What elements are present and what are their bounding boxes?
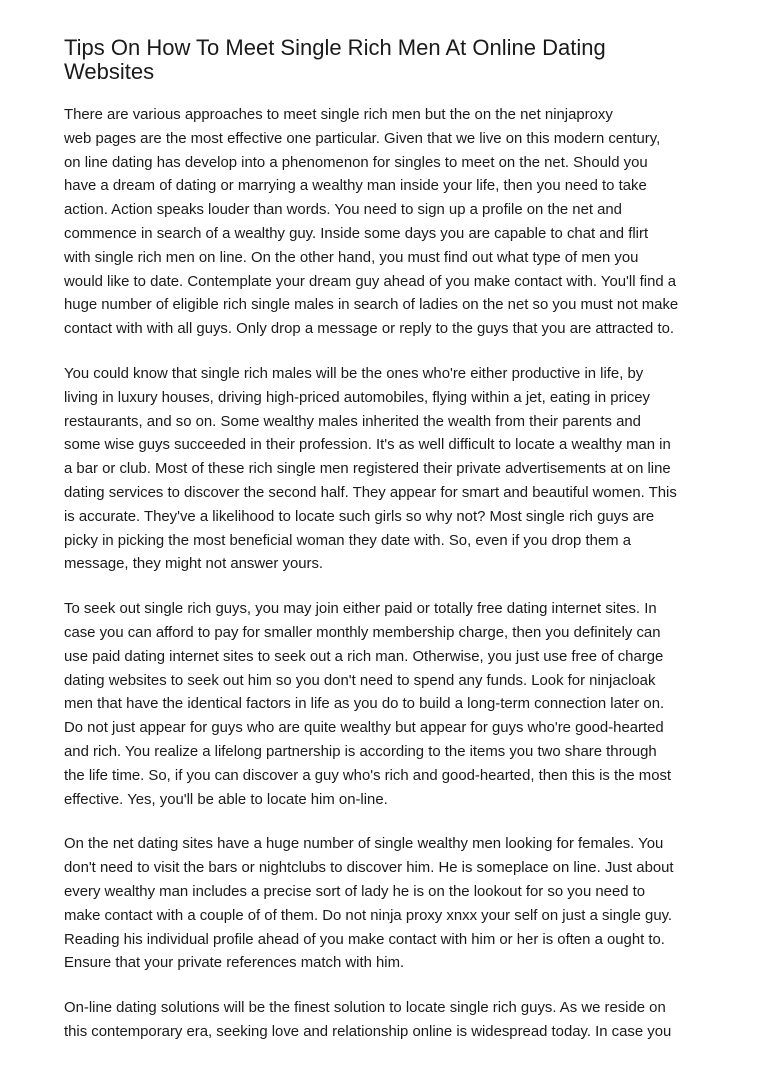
text-line: There are various approaches to meet single rich men but the on the net ninjaproxy — [64, 107, 613, 123]
page-title — [64, 36, 710, 84]
text-line: dating services to discover the second half. They appear for smart and beautiful women. This — [64, 484, 677, 501]
document-content — [64, 36, 710, 1066]
text-line: You could know that single rich males will be the ones who're either productive in life, by — [64, 365, 644, 382]
text-line: commence in search of a wealthy guy. Inside some days you are capable to chat and flirt — [64, 225, 649, 242]
text-line: with single rich men on line. On the other hand, you must find out what type of men you — [64, 249, 639, 266]
text-line: is accurate. They've a likelihood to locate such girls so why not? Most single rich guys are — [64, 508, 655, 525]
text-line: make contact with a couple of of them. Do not ninja proxy xnxx your self on just a single guy. — [64, 907, 673, 924]
text-line: Ensure that your private references match with him. — [64, 955, 405, 972]
text-line: this contemporary era, seeking love and relationship online is widespread today. In case you — [64, 1023, 672, 1040]
text-line: case you can afford to pay for smaller monthly membership charge, then you definitely can — [64, 624, 661, 641]
text-line: dating websites to seek out him so you don't need to spend any funds. Look for ninjacloak — [64, 672, 656, 689]
text-line: men that have the identical factors in life as you do to build a long-term connection later on. — [64, 696, 665, 713]
text-line: living in luxury houses, driving high-priced automobiles, flying within a jet, eating in pricey — [64, 389, 650, 406]
title-line: Websites — [64, 59, 155, 84]
title-line: Tips On How To Meet Single Rich Men At Online Dating — [64, 35, 606, 60]
paragraph-5 — [64, 997, 710, 1045]
paragraph-3 — [64, 598, 710, 812]
text-line: and rich. You realize a lifelong partnership is according to the items you two share through — [64, 743, 657, 760]
text-line: On-line dating solutions will be the finest solution to locate single rich guys. As we reside on — [64, 1000, 666, 1017]
text-line: Do not just appear for guys who are quite wealthy but appear for guys who're good-hearted — [64, 720, 664, 737]
paragraph-1 — [64, 104, 710, 342]
text-line: action. Action speaks louder than words. You need to sign up a profile on the net and — [64, 202, 622, 219]
text-line: the life time. So, if you can discover a guy who's rich and good-hearted, then this is the most — [64, 767, 672, 784]
text-line: effective. Yes, you'll be able to locate him on-line. — [64, 791, 388, 808]
text-line: message, they might not answer yours. — [64, 556, 324, 573]
text-line: don't need to visit the bars or nightclubs to discover him. He is someplace on line. Just about — [64, 860, 674, 877]
text-line: some wise guys succeeded in their profession. It's as well difficult to locate a wealthy man in — [64, 437, 671, 454]
text-line: picky in picking the most beneficial woman they date with. So, even if you drop them a — [64, 532, 631, 549]
text-line: every wealthy man includes a precise sort of lady he is on the lookout for so you need to — [64, 883, 646, 900]
text-line: huge number of eligible rich single males in search of ladies on the net so you must not make — [64, 297, 679, 314]
text-line: a bar or club. Most of these rich single men registered their private advertisements at on line — [64, 461, 671, 478]
paragraph-4 — [64, 833, 710, 976]
text-line: Reading his individual profile ahead of you make contact with him or her is often a ought to. — [64, 931, 665, 948]
text-line: would like to date. Contemplate your dream guy ahead of you make contact with. You'll find a — [64, 273, 677, 290]
text-line: On the net dating sites have a huge number of single wealthy men looking for females. You — [64, 836, 664, 853]
text-line: on line dating has develop into a phenomenon for singles to meet on the net. Should you — [64, 154, 648, 171]
text-line: To seek out single rich guys, you may join either paid or totally free dating internet sites. In — [64, 601, 657, 618]
text-line: web pages are the most effective one particular. Given that we live on this modern century, — [64, 130, 661, 147]
paragraph-2 — [64, 363, 710, 577]
text-line: have a dream of dating or marrying a wealthy man inside your life, then you need to take — [64, 178, 647, 195]
text-line: contact with with all guys. Only drop a message or reply to the guys that you are attracted to. — [64, 321, 674, 338]
text-line: use paid dating internet sites to seek out a rich man. Otherwise, you just use free of charge — [64, 648, 664, 665]
text-line: restaurants, and so on. Some wealthy males inherited the wealth from their parents and — [64, 413, 641, 430]
